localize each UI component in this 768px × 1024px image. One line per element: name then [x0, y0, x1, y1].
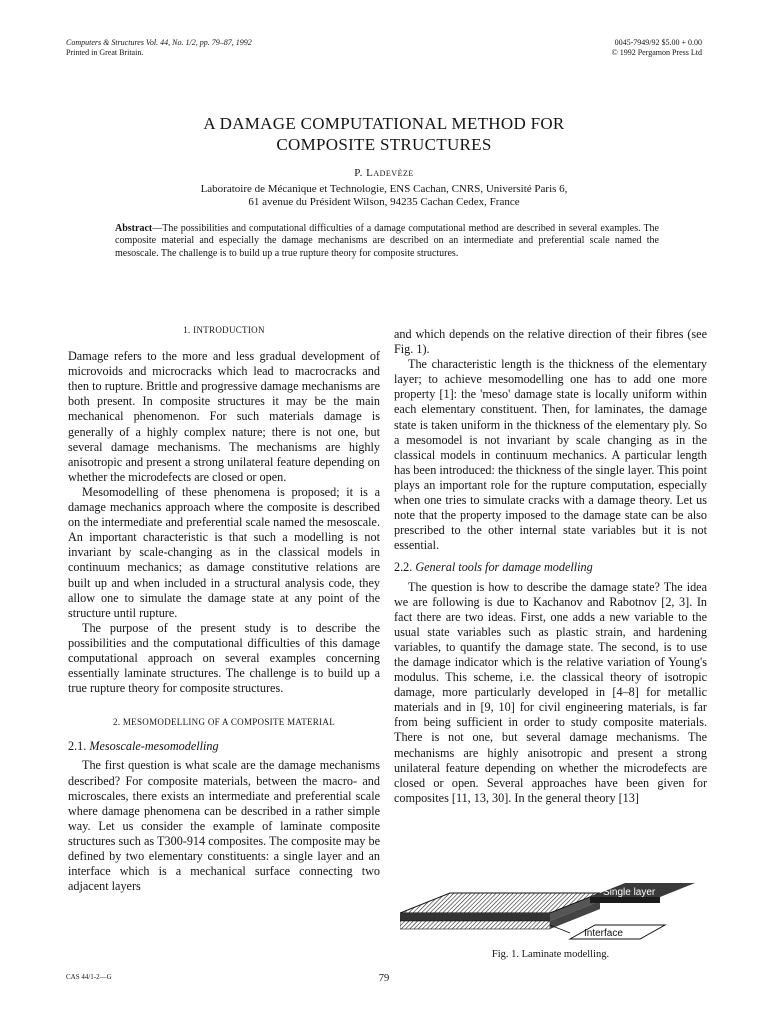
subsection-2-2-heading	[394, 560, 707, 575]
laminate-diagram	[400, 883, 700, 943]
affiliation-line-2: 61 avenue du Président Wilson, 94235 Cachan Cedex, France	[248, 196, 520, 208]
code-line-1: 0045-7949/92 $5.00 + 0.00	[614, 38, 702, 47]
journal-line-1: Computers & Structures Vol. 44, No. 1/2, pp. 79–87, 1992	[66, 38, 252, 47]
code-line-2: © 1992 Pergamon Press Ltd	[611, 48, 702, 57]
abstract-text: —The possibilities and computational difficulties of a damage computational method are described in several examples. The composite material and especially the damage mechanisms are described on an intermediate and preferential scale named the mesoscale. The challenge is to build up a true rupture theory for composite structures.	[115, 223, 659, 259]
figure-caption: Fig. 1. Laminate modelling.	[491, 949, 610, 960]
footer-code: CAS 44/1-2—G	[66, 973, 112, 981]
intro-paragraph-3: The purpose of the present study is to describe the possibilities and the computational difficulties of this damage computational approach on several examples concerning essentially laminate structures. The challenge is to build up a true rupture theory for composite structures.	[68, 620, 380, 696]
abstract	[115, 223, 659, 260]
section-2-heading: 2. MESOMODELLING OF A COMPOSITE MATERIAL	[112, 717, 335, 728]
subsection-2-2-title: General tools for damage modelling	[415, 560, 593, 575]
title-line-1: A DAMAGE COMPUTATIONAL METHOD FOR	[203, 114, 565, 133]
author-name: P. Ladevèze	[354, 167, 414, 179]
journal-citation	[66, 38, 252, 58]
laminate-stack	[400, 893, 600, 929]
left-column	[68, 323, 380, 894]
affiliation	[0, 183, 768, 209]
subsection-2-1-number: 2.1.	[68, 739, 87, 754]
page-number: 79	[378, 973, 390, 984]
interface-label: Interface	[584, 928, 623, 939]
subsection-2-2-number: 2.2.	[394, 560, 413, 575]
laminate-figure	[400, 883, 700, 943]
intro-paragraph-2: Mesomodelling of these phenomena is proposed; it is a damage mechanics approach where the composite is described on the intermediate and preferential scale named the mesoscale. An important characteristic is that such a modelling is not invariant by scale-changing as in the classical models in continuum mechanics; as damage constitutive relations are built up and when included in a structural analysis code, they allow one to simulate the damage state at any point of the structure until rupture.	[68, 484, 380, 620]
journal-line-2: Printed in Great Britain.	[66, 48, 144, 57]
intro-paragraph-1: Damage refers to the more and less gradual development of microvoids and microcracks which lead to macrocracks and then to rupture. Brittle and progressive damage mechanisms are both present. In composite structures it may be the main mechanical phenomenon. For such materials damage is generally of a highly complex nature; there is not one, but several damage mechanisms. The mechanisms are highly anisotropic and present a strong unilateral feature depending on whether the microdefects are closed or open.	[68, 349, 380, 484]
subsection-2-1-heading	[68, 739, 380, 754]
subsection-2-1-paragraph: The first question is what scale are the damage mechanisms described? For composite materials, between the macro- and microscales, there exists an intermediate and preferential scale where damage phenomena can be described in a rather simple way. Let us consider the example of laminate composite structures such as T300-914 composites. The composite may be defined by two elementary constituents: a single layer and an interface which is a mechanical surface connecting two adjacent layers	[68, 758, 380, 894]
continued-paragraph: and which depends on the relative direction of their fibres (see Fig. 1).	[394, 327, 707, 357]
affiliation-line-1: Laboratoire de Mécanique et Technologie, ENS Cachan, CNRS, Université Paris 6,	[200, 183, 568, 195]
single-layer-label: Single layer	[603, 887, 656, 898]
paper-title	[0, 113, 768, 155]
characteristic-length-paragraph: The characteristic length is the thickness of the elementary layer; to achieve mesomodelling one has to add one more property [1]: the 'meso' damage state is locally uniform within each elementary constituent. Then, for laminates, the damage state is taken uniform in the thickness of the elementary ply. So a mesomodel is not invariant by scale changing as in the classical models in continuum mechanics. A particular length has been introduced: the thickness of the single layer. This point plays an important role for the rupture computation, especially when one tries to simulate cracks with a damage theory. Let us note that the property imposed to the damage state can be also prescribed to the other internal state variables but it is not essential.	[394, 357, 707, 553]
interface-callout	[550, 925, 665, 939]
section-1-heading: 1. INTRODUCTION	[183, 325, 265, 335]
publisher-code	[612, 38, 702, 58]
subsection-2-1-title: Mesoscale-mesomodelling	[89, 739, 219, 754]
subsection-2-2-paragraph: The question is how to describe the damage state? The idea we are following is due to Kachanov and Rabotnov [2, 3]. In fact there are two ideas. First, one adds a new variable to the usual state variables such as plastic strain, and hardening variables, to quantify the damage state. The second, is to use the damage indicator which is the relative variation of Young's modulus. This scheme, i.e. the classical theory of isotropic damage, more particularly developed in [4–8] for metallic materials and in [9, 10] for civil engineering materials, is far from being sufficient in order to study composite materials. There is not one, but several damage mechanisms. The mechanisms are highly anisotropic and present a strong unilateral feature depending on whether the microdefects are closed or open. Several approaches have been given for composites [11, 13, 30]. In the general theory [13]	[394, 579, 707, 805]
abstract-label: Abstract	[115, 223, 153, 234]
title-line-2: COMPOSITE STRUCTURES	[276, 135, 492, 154]
right-column	[394, 327, 707, 806]
